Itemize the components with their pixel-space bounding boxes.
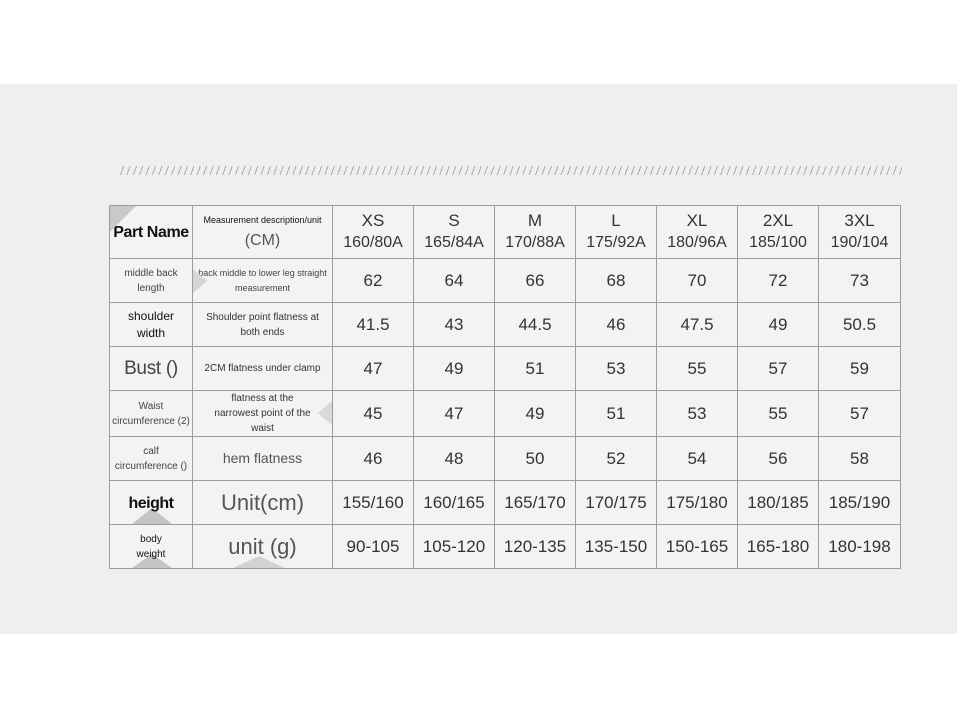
value: 57 (768, 358, 788, 378)
value-cell (657, 437, 738, 481)
measurement-desc-label: Measurement description/unit (203, 215, 322, 225)
part-name-label: Part Name (113, 224, 189, 241)
value-cell (495, 347, 576, 391)
row-desc-cell (193, 391, 333, 437)
size-code: M (527, 211, 543, 230)
value: 49 (525, 403, 545, 423)
size-code: XS (361, 211, 385, 230)
value: 56 (768, 448, 788, 468)
value: 47 (363, 358, 383, 378)
value: 170/175 (585, 492, 647, 512)
value: 68 (606, 270, 626, 290)
table-row (110, 303, 901, 347)
value-cell (738, 525, 819, 569)
part-name-header (110, 206, 193, 259)
value: 57 (850, 403, 869, 423)
row-desc: hem flatness (222, 450, 303, 466)
value: 59 (850, 358, 869, 378)
row-desc-cell (193, 347, 333, 391)
table-row (110, 347, 901, 391)
value-cell (333, 303, 414, 347)
value: 46 (606, 314, 626, 334)
value: 55 (687, 358, 707, 378)
value: 52 (606, 448, 626, 468)
value: 53 (687, 403, 707, 423)
value-cell (414, 259, 495, 303)
value: 55 (768, 403, 788, 423)
value: 49 (444, 358, 464, 378)
value: 48 (444, 448, 464, 468)
value-cell (657, 525, 738, 569)
value-cell (495, 259, 576, 303)
table-row (110, 481, 901, 525)
decorative-hatch-line (120, 166, 902, 175)
value: 53 (606, 358, 626, 378)
value-cell (819, 437, 901, 481)
value: 73 (850, 270, 869, 290)
value-cell (819, 259, 901, 303)
value: 120-135 (503, 536, 567, 556)
size-header-2xl (738, 206, 819, 259)
table-row (110, 437, 901, 481)
value-cell (576, 437, 657, 481)
table-row (110, 259, 901, 303)
size-height-bust: 160/80A (343, 234, 403, 251)
value-cell (657, 259, 738, 303)
value-cell (576, 259, 657, 303)
value: 180/185 (747, 492, 809, 512)
value: 180-198 (828, 536, 891, 556)
size-height-bust: 185/100 (749, 234, 807, 251)
value-cell (333, 525, 414, 569)
size-header-l (576, 206, 657, 259)
value-cell (576, 481, 657, 525)
table-row (110, 391, 901, 437)
value: 175/180 (666, 492, 728, 512)
value: 47.5 (680, 314, 714, 334)
value: 45 (363, 403, 383, 423)
value-cell (414, 437, 495, 481)
value: 155/160 (342, 492, 404, 512)
size-chart-table (109, 205, 901, 569)
value-cell (657, 481, 738, 525)
row-name: height (128, 494, 174, 512)
value: 47 (444, 403, 464, 423)
size-header-s (414, 206, 495, 259)
value-cell (333, 481, 414, 525)
value-cell (576, 303, 657, 347)
value: 165-180 (746, 536, 810, 556)
value: 54 (687, 448, 707, 468)
value: 51 (525, 358, 545, 378)
row-desc: 2CM flatness under clamp (204, 363, 321, 374)
value-cell (576, 347, 657, 391)
row-name: body weight (136, 533, 166, 560)
value: 62 (363, 270, 383, 290)
value: 70 (687, 270, 707, 290)
row-name: middle back length (124, 267, 178, 294)
value-cell (576, 391, 657, 437)
value-cell (495, 303, 576, 347)
value: 160/165 (423, 492, 485, 512)
row-name: calf circumference () (114, 445, 188, 472)
value-cell (738, 259, 819, 303)
value-cell (333, 437, 414, 481)
value-cell (738, 437, 819, 481)
value-cell (414, 303, 495, 347)
value: 51 (606, 403, 626, 423)
table-row (110, 525, 901, 569)
value-cell (333, 391, 414, 437)
row-desc-cell (193, 525, 333, 569)
size-code: 3XL (844, 211, 875, 230)
value-cell (738, 481, 819, 525)
value: 43 (444, 314, 464, 334)
value: 72 (768, 270, 788, 290)
size-code: L (611, 211, 621, 230)
value: 50.5 (842, 314, 877, 334)
size-code: S (448, 211, 460, 230)
value: 58 (850, 448, 869, 468)
value: 185/190 (828, 492, 891, 512)
value-cell (819, 391, 901, 437)
value: 64 (444, 270, 464, 290)
row-desc: Unit(cm) (220, 489, 305, 515)
row-name-cell (110, 303, 193, 347)
size-header-3xl (819, 206, 901, 259)
size-code: 2XL (762, 211, 794, 230)
row-desc-cell (193, 259, 333, 303)
value-cell (819, 525, 901, 569)
measurement-header (193, 206, 333, 259)
row-desc-cell (193, 481, 333, 525)
value: 90-105 (346, 536, 400, 556)
value-cell (819, 347, 901, 391)
size-height-bust: 175/92A (586, 234, 646, 251)
value-cell (657, 303, 738, 347)
value-cell (333, 347, 414, 391)
value: 135-150 (584, 536, 648, 556)
size-header-xs (333, 206, 414, 259)
value-cell (495, 391, 576, 437)
value-cell (576, 525, 657, 569)
value: 44.5 (518, 314, 552, 334)
size-header-xl (657, 206, 738, 259)
header-row (110, 206, 901, 259)
value: 41.5 (356, 314, 390, 334)
size-height-bust: 190/104 (830, 234, 889, 251)
value-cell (495, 437, 576, 481)
value: 105-120 (422, 536, 486, 556)
unit-label: (CM) (244, 232, 281, 249)
row-desc: unit (g) (228, 533, 297, 559)
value-cell (414, 525, 495, 569)
value-cell (657, 347, 738, 391)
value: 49 (768, 314, 788, 334)
row-desc: back middle to lower leg straight measurement (198, 267, 327, 293)
size-header-m (495, 206, 576, 259)
row-desc-cell (193, 303, 333, 347)
row-desc: flatness at the narrowest point of the waist (214, 393, 311, 434)
row-name-cell (110, 347, 193, 391)
row-name-cell (110, 481, 193, 525)
value: 165/170 (504, 492, 566, 512)
value-cell (819, 303, 901, 347)
row-name-cell (110, 437, 193, 481)
value: 150-165 (665, 536, 729, 556)
row-name-cell (110, 391, 193, 437)
row-desc-cell (193, 437, 333, 481)
row-desc: Shoulder point flatness at both ends (206, 311, 319, 338)
value-cell (414, 347, 495, 391)
size-height-bust: 165/84A (424, 234, 484, 251)
value-cell (738, 347, 819, 391)
value: 46 (363, 448, 383, 468)
row-name-cell (110, 259, 193, 303)
row-name-cell (110, 525, 193, 569)
row-name: Bust () (124, 357, 178, 379)
value-cell (495, 525, 576, 569)
value: 66 (525, 270, 545, 290)
value-cell (414, 481, 495, 525)
value-cell (738, 391, 819, 437)
value-cell (333, 259, 414, 303)
value: 50 (525, 448, 545, 468)
value-cell (819, 481, 901, 525)
value-cell (414, 391, 495, 437)
value-cell (738, 303, 819, 347)
row-name: Waist circumference (2) (112, 400, 190, 427)
size-height-bust: 180/96A (667, 234, 727, 251)
size-code: XL (686, 211, 708, 230)
row-name: shoulder width (127, 308, 175, 340)
value-cell (657, 391, 738, 437)
value-cell (495, 481, 576, 525)
size-height-bust: 170/88A (505, 234, 565, 251)
